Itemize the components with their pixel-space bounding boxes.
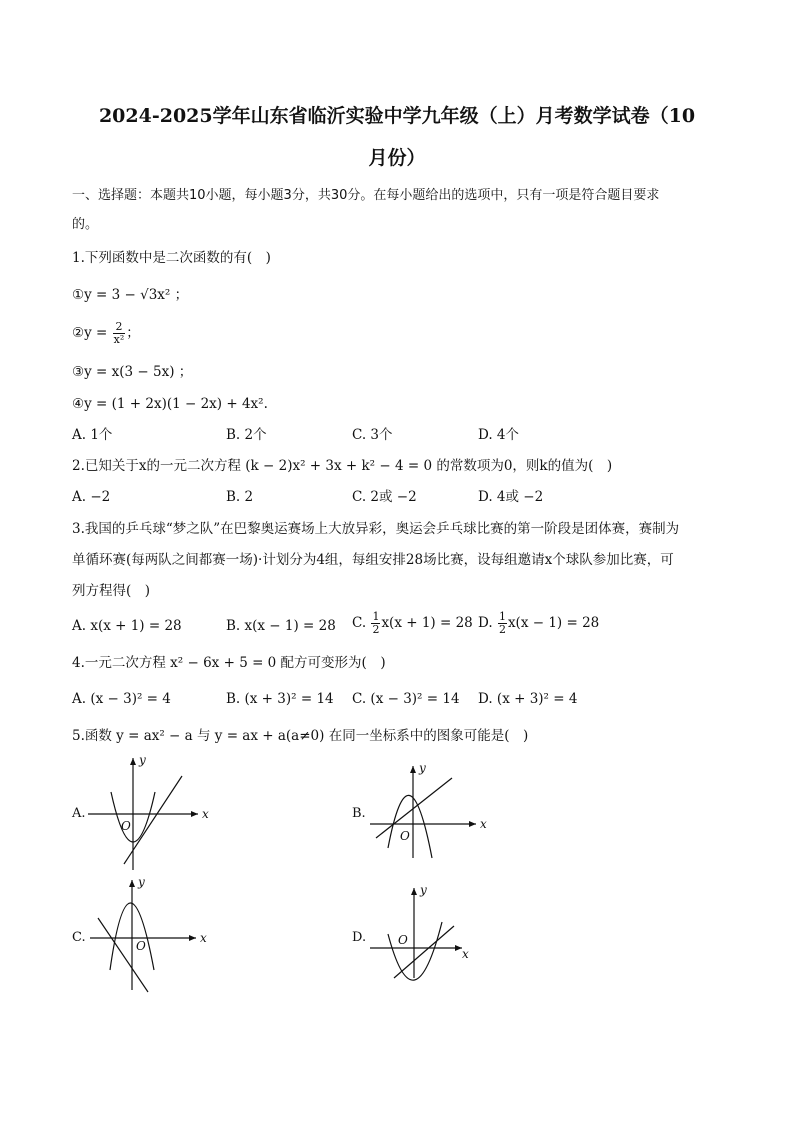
q1-stem: 1.下列函数中是二次函数的有( ) [72, 250, 271, 266]
y-axis-label: y [419, 761, 426, 775]
line [376, 778, 452, 838]
q4-option-c: C. (x − 3)² = 14 [352, 691, 460, 707]
exam-title-line-2: 月份） [368, 147, 426, 169]
origin-label: O [121, 819, 131, 833]
q4-option-d: D. (x + 3)² = 4 [478, 691, 578, 707]
y-axis-arrow [411, 888, 417, 895]
section-instructions-line-1: 一、选择题：本题共10小题，每小题3分，共30分。在每小题给出的选项中，只有一项是符合题目要求 [72, 188, 660, 203]
q3-stem-line-3: 列方程得( ) [72, 583, 151, 599]
q3-option-c [352, 611, 473, 636]
q3-option-d-label: D. [478, 615, 497, 631]
q1-option-a: A. 1个 [72, 427, 113, 443]
origin-label: O [136, 939, 146, 953]
q2-stem: 2.已知关于x的一元二次方程 (k − 2)x² + 3x + k² − 4 = 0 的常数项为0，则k的值为( ) [72, 458, 613, 474]
fraction-denominator: 2 [498, 623, 506, 636]
graph-d-label: D. [352, 930, 367, 945]
origin-label: O [400, 829, 410, 843]
q1-item-2 [72, 321, 732, 346]
q3-option-c-tail: x(x + 1) = 28 [381, 615, 473, 631]
q1-item-2-prefix: ②y = [72, 325, 112, 341]
q1-item-2-fraction [113, 321, 126, 346]
q1-item-3: ③y = x(3 − 5x) ； [72, 364, 193, 380]
x-axis-label: x [200, 931, 207, 945]
fraction-denominator: 2 [372, 623, 380, 636]
parabola [388, 922, 442, 980]
q3-stem-line-1: 3.我国的乒乓球“梦之队”在巴黎奥运赛场上大放异彩，奥运会乒乓球比赛的第一阶段是团体赛，赛制为 [72, 521, 680, 537]
q3-option-d-tail: x(x − 1) = 28 [507, 615, 600, 631]
q1-item-4: ④y = (1 + 2x)(1 − 2x) + 4x². [72, 396, 268, 412]
graph-b-label: B. [352, 806, 366, 821]
x-axis-label: x [462, 947, 469, 961]
x-axis-label: x [202, 807, 209, 821]
y-axis-arrow [129, 880, 135, 887]
graph-c [86, 874, 216, 994]
graph-b [366, 758, 496, 862]
q1-item-2-tail: ； [126, 325, 140, 341]
q3-option-d [478, 611, 599, 636]
fraction-numerator: 2 [113, 321, 126, 334]
q3-option-a: A. x(x + 1) = 28 [72, 618, 182, 634]
y-axis-arrow [410, 766, 416, 773]
y-axis-arrow [130, 758, 136, 765]
y-axis-label: y [139, 753, 146, 767]
exam-title-line-1: 2024-2025学年山东省临沂实验中学九年级（上）月考数学试卷（10 [98, 105, 696, 127]
graph-c-label: C. [72, 930, 86, 945]
q5-stem: 5.函数 y = ax² − a 与 y = ax + a(a≠0) 在同一坐标系中的图象可能是( ) [72, 728, 529, 744]
x-axis-label: x [480, 817, 487, 831]
q1-option-b: B. 2个 [226, 427, 267, 443]
graph-a-label: A. [72, 806, 86, 821]
q3-option-c-label: C. [352, 615, 371, 631]
line [98, 918, 148, 992]
x-axis-arrow [191, 811, 198, 817]
y-axis-label: y [138, 875, 145, 889]
fraction-numerator: 1 [498, 610, 506, 623]
y-axis-label: y [420, 883, 427, 897]
fraction-numerator: 1 [372, 610, 380, 623]
x-axis-arrow [189, 935, 196, 941]
q3-option-b: B. x(x − 1) = 28 [226, 618, 336, 634]
graph-d [366, 882, 496, 982]
q2-option-c: C. 2或 −2 [352, 489, 417, 505]
q4-option-a: A. (x − 3)² = 4 [72, 691, 171, 707]
q3-stem-line-2: 单循环赛(每两队之间都赛一场)·计划分为4组，每组安排28场比赛，设每组邀请x个球队参加比赛，可 [72, 552, 674, 568]
q1-option-d: D. 4个 [478, 427, 520, 443]
q2-option-b: B. 2 [226, 489, 254, 505]
q2-option-d: D. 4或 −2 [478, 489, 544, 505]
section-instructions-line-2: 的。 [72, 217, 99, 232]
q1-item-1: ①y = 3 − √3x² ； [72, 287, 189, 303]
graph-a [86, 752, 216, 874]
q4-stem: 4.一元二次方程 x² − 6x + 5 = 0 配方可变形为( ) [72, 655, 386, 671]
origin-label: O [398, 933, 408, 947]
q2-option-a: A. −2 [72, 489, 111, 505]
q1-option-c: C. 3个 [352, 427, 393, 443]
parabola [388, 795, 432, 858]
x-axis-arrow [469, 821, 476, 827]
q4-option-b: B. (x + 3)² = 14 [226, 691, 334, 707]
q3-option-d-fraction [498, 611, 507, 636]
q3-option-c-fraction [371, 611, 380, 636]
fraction-denominator: x² [113, 333, 125, 346]
x-axis-arrow [455, 945, 462, 951]
